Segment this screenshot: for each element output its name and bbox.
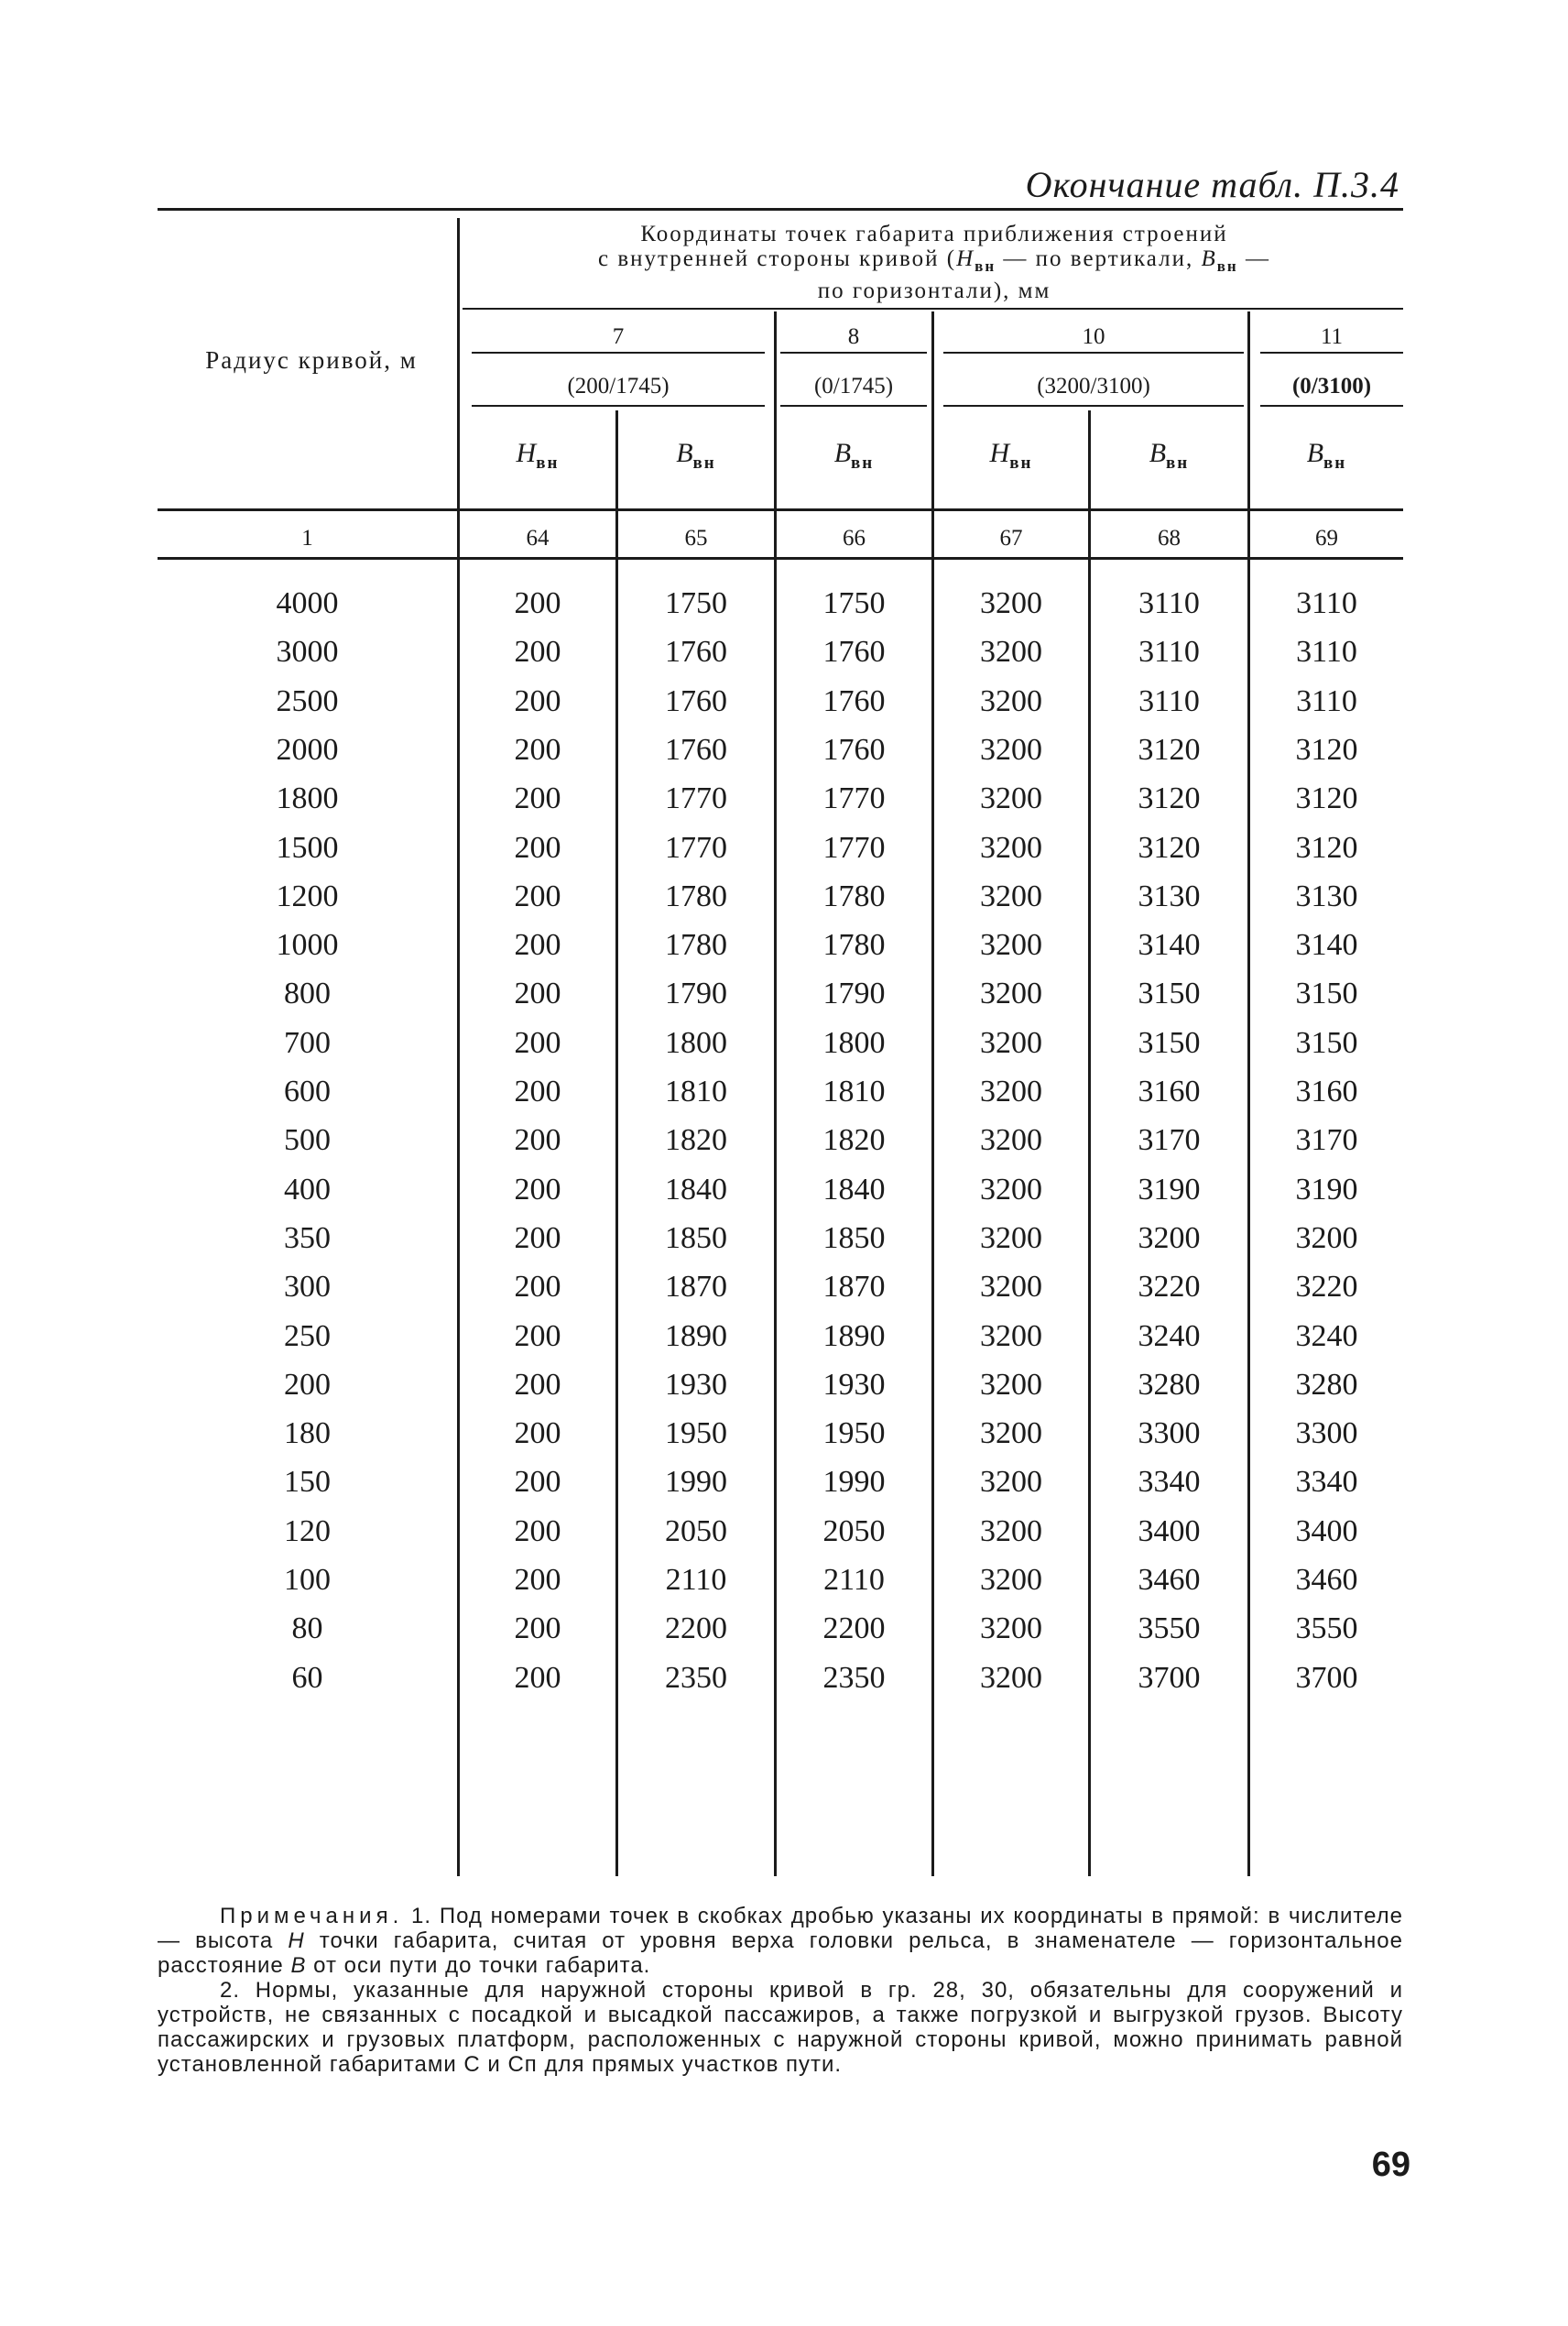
table-row bbox=[0, 1173, 1568, 1221]
table-row bbox=[0, 1611, 1568, 1660]
cell-col-67: 3200 bbox=[980, 1416, 1042, 1451]
radius-header: Радиус кривой, м bbox=[205, 346, 418, 374]
cell-col-64: 200 bbox=[514, 1367, 561, 1402]
cell-col-66: 1840 bbox=[822, 1172, 886, 1207]
group-rule-8-top bbox=[780, 352, 927, 354]
table-row bbox=[0, 1270, 1568, 1318]
cell-col-66: 2200 bbox=[822, 1611, 886, 1646]
page-number: 69 bbox=[1371, 2146, 1410, 2184]
group-rule-7-top bbox=[472, 352, 765, 354]
cell-col-65: 1780 bbox=[665, 928, 727, 963]
group-rule-8-bottom bbox=[780, 405, 927, 407]
cell-col-69: 3150 bbox=[1295, 1025, 1358, 1060]
group-coords-11: (0/3100) bbox=[1291, 374, 1372, 399]
cell-col-66: 1810 bbox=[822, 1075, 886, 1108]
coords-header-line3: по горизонтали), мм bbox=[817, 278, 1051, 303]
cell-col-66: 1890 bbox=[822, 1318, 886, 1353]
symbol-col-67: $H_{вн}$ bbox=[989, 438, 1033, 473]
group-point-11: 11 bbox=[1320, 324, 1344, 349]
symbol-col-69: $B_{вн}$ bbox=[1306, 438, 1347, 473]
cell-col-67: 3200 bbox=[980, 830, 1042, 865]
cell-col-68: 3220 bbox=[1138, 1270, 1201, 1305]
cell-col-69: 3110 bbox=[1296, 683, 1357, 718]
cell-col-64: 200 bbox=[514, 928, 561, 963]
cell-col-66: 1820 bbox=[822, 1123, 886, 1158]
cell-col-69: 3110 bbox=[1296, 635, 1357, 670]
cell-radius: 3000 bbox=[276, 635, 339, 670]
cell-col-65: 1750 bbox=[665, 586, 727, 620]
header-bottom-rule bbox=[158, 508, 1403, 511]
cell-radius: 800 bbox=[284, 977, 331, 1011]
cell-col-66: 1800 bbox=[822, 1025, 886, 1060]
cell-col-66: 1760 bbox=[822, 635, 886, 670]
cell-radius: 250 bbox=[284, 1318, 331, 1353]
table-row bbox=[0, 1563, 1568, 1611]
cell-col-65: 2350 bbox=[665, 1660, 727, 1695]
cell-col-67: 3200 bbox=[980, 1025, 1042, 1060]
notes-title: Примечания. bbox=[220, 1904, 404, 1928]
group-coords-7: (200/1745) bbox=[567, 374, 670, 399]
table-row bbox=[0, 928, 1568, 977]
cell-col-65: 1890 bbox=[665, 1318, 727, 1353]
cell-col-66: 1990 bbox=[822, 1465, 886, 1500]
cell-col-67: 3200 bbox=[980, 732, 1042, 767]
cell-radius: 1000 bbox=[276, 928, 339, 963]
cell-col-69: 3240 bbox=[1295, 1318, 1358, 1353]
group-point-7: 7 bbox=[612, 324, 625, 349]
cell-col-68: 3120 bbox=[1138, 732, 1201, 767]
table-row bbox=[0, 1416, 1568, 1465]
cell-radius: 60 bbox=[291, 1660, 323, 1695]
symbol-col-64: $H_{вн}$ bbox=[516, 438, 560, 473]
cell-col-66: 2050 bbox=[822, 1513, 886, 1548]
cell-radius: 700 bbox=[284, 1025, 331, 1060]
cell-col-69: 3460 bbox=[1295, 1563, 1358, 1597]
cell-col-67: 3200 bbox=[980, 1513, 1042, 1548]
cell-col-65: 1990 bbox=[665, 1465, 727, 1500]
group-coords-10: (3200/3100) bbox=[1037, 374, 1150, 399]
coords-header-line2: с внутренней стороны кривой ($H_{вн}$ — по вертикали, $B_{вн}$ — bbox=[598, 246, 1270, 275]
cell-col-69: 3340 bbox=[1295, 1465, 1358, 1500]
cell-radius: 120 bbox=[284, 1513, 331, 1548]
table-row bbox=[0, 781, 1568, 830]
column-number-66: 66 bbox=[843, 526, 866, 551]
coords-header-line1: Координаты точек габарита приближения строений bbox=[640, 222, 1228, 246]
cell-col-68: 3280 bbox=[1138, 1367, 1201, 1402]
cell-radius: 100 bbox=[284, 1563, 331, 1597]
symbol-col-68: $B_{вн}$ bbox=[1149, 438, 1190, 473]
cell-radius: 1500 bbox=[276, 830, 339, 865]
cell-radius: 1200 bbox=[276, 879, 339, 913]
column-numbers-rule bbox=[158, 557, 1403, 560]
cell-col-65: 1770 bbox=[665, 830, 727, 865]
cell-col-66: 1870 bbox=[822, 1270, 886, 1305]
cell-col-65: 1930 bbox=[665, 1367, 727, 1402]
group-rule-11-top bbox=[1260, 352, 1403, 354]
cell-col-67: 3200 bbox=[980, 1660, 1042, 1695]
column-number-1: 1 bbox=[301, 526, 313, 551]
cell-col-64: 200 bbox=[514, 683, 561, 718]
cell-col-69: 3120 bbox=[1295, 781, 1358, 816]
cell-col-69: 3110 bbox=[1296, 586, 1357, 620]
cell-col-66: 1750 bbox=[822, 586, 886, 620]
cell-col-66: 2350 bbox=[822, 1660, 886, 1695]
cell-radius: 150 bbox=[284, 1465, 331, 1500]
cell-col-65: 2050 bbox=[665, 1513, 727, 1548]
cell-col-64: 200 bbox=[514, 1075, 561, 1108]
table-row bbox=[0, 1514, 1568, 1563]
cell-col-64: 200 bbox=[514, 1465, 561, 1500]
cell-col-68: 3170 bbox=[1138, 1123, 1201, 1158]
cell-col-67: 3200 bbox=[980, 781, 1042, 816]
group-rule-10-bottom bbox=[943, 405, 1244, 407]
cell-col-68: 3150 bbox=[1138, 1025, 1201, 1060]
cell-col-69: 3160 bbox=[1295, 1075, 1358, 1108]
cell-col-68: 3110 bbox=[1138, 586, 1200, 620]
cell-radius: 2000 bbox=[276, 732, 339, 767]
cell-col-67: 3200 bbox=[980, 879, 1042, 913]
cell-col-67: 3200 bbox=[980, 1220, 1042, 1255]
cell-col-65: 1760 bbox=[665, 683, 727, 718]
cell-col-69: 3120 bbox=[1295, 830, 1358, 865]
cell-col-69: 3170 bbox=[1295, 1123, 1358, 1158]
cell-col-67: 3200 bbox=[980, 928, 1042, 963]
column-number-64: 64 bbox=[526, 526, 550, 551]
cell-col-68: 3550 bbox=[1138, 1611, 1201, 1646]
cell-col-69: 3150 bbox=[1295, 977, 1358, 1011]
cell-col-66: 1770 bbox=[822, 781, 886, 816]
cell-col-67: 3200 bbox=[980, 1563, 1042, 1597]
cell-col-64: 200 bbox=[514, 732, 561, 767]
cell-col-66: 1780 bbox=[822, 879, 886, 913]
cell-col-66: 1950 bbox=[822, 1416, 886, 1451]
cell-col-66: 1760 bbox=[822, 732, 886, 767]
group-point-10: 10 bbox=[1082, 324, 1105, 349]
coords-header-rule bbox=[463, 308, 1403, 310]
cell-col-68: 3160 bbox=[1138, 1075, 1201, 1108]
cell-col-64: 200 bbox=[514, 1416, 561, 1451]
cell-col-64: 200 bbox=[514, 781, 561, 816]
cell-col-64: 200 bbox=[514, 1318, 561, 1353]
cell-radius: 180 bbox=[284, 1416, 331, 1451]
table-row bbox=[0, 1465, 1568, 1513]
cell-col-66: 1780 bbox=[822, 928, 886, 963]
cell-col-65: 1850 bbox=[665, 1220, 727, 1255]
cell-radius: 350 bbox=[284, 1220, 331, 1255]
cell-col-69: 3400 bbox=[1295, 1513, 1358, 1548]
column-number-68: 68 bbox=[1158, 526, 1181, 551]
cell-col-67: 3200 bbox=[980, 1465, 1042, 1500]
coords-header bbox=[476, 222, 1392, 303]
cell-col-68: 3700 bbox=[1138, 1660, 1201, 1695]
cell-col-66: 1770 bbox=[822, 830, 886, 865]
cell-col-64: 200 bbox=[514, 635, 561, 670]
cell-col-68: 3400 bbox=[1138, 1513, 1201, 1548]
cell-col-67: 3200 bbox=[980, 1075, 1042, 1108]
cell-col-69: 3300 bbox=[1295, 1416, 1358, 1451]
cell-col-64: 200 bbox=[514, 879, 561, 913]
cell-col-65: 2110 bbox=[665, 1563, 727, 1597]
note-1: Примечания. 1. Под номерами точек в скобках дробью указаны их координаты в прямой: в числителе — высота H точки габарита, считая от уровня верха головки рельса, в знаменателе — горизонтальное расстояние B от оси пути до точки габарита. bbox=[158, 1904, 1403, 1978]
cell-col-64: 200 bbox=[514, 1123, 561, 1158]
cell-col-66: 1760 bbox=[822, 683, 886, 718]
cell-col-65: 1770 bbox=[665, 781, 727, 816]
cell-col-64: 200 bbox=[514, 1172, 561, 1207]
table-row bbox=[0, 1026, 1568, 1075]
table-row bbox=[0, 1123, 1568, 1172]
cell-col-69: 3130 bbox=[1295, 879, 1358, 913]
cell-col-65: 2200 bbox=[665, 1611, 727, 1646]
cell-col-67: 3200 bbox=[980, 1270, 1042, 1305]
table-row bbox=[0, 1319, 1568, 1368]
cell-col-69: 3190 bbox=[1295, 1172, 1358, 1207]
cell-col-65: 1870 bbox=[665, 1270, 727, 1305]
cell-col-69: 3280 bbox=[1295, 1367, 1358, 1402]
cell-col-64: 200 bbox=[514, 1025, 561, 1060]
table-top-rule bbox=[158, 208, 1403, 211]
cell-col-64: 200 bbox=[514, 586, 561, 620]
table-row bbox=[0, 1221, 1568, 1270]
cell-col-64: 200 bbox=[514, 1563, 561, 1597]
cell-col-68: 3300 bbox=[1138, 1416, 1201, 1451]
cell-col-68: 3340 bbox=[1138, 1465, 1201, 1500]
cell-radius: 4000 bbox=[276, 586, 339, 620]
group-point-8: 8 bbox=[847, 324, 860, 349]
group-rule-7-bottom bbox=[472, 405, 765, 407]
table-row bbox=[0, 635, 1568, 683]
symbol-col-66: $B_{вн}$ bbox=[833, 438, 875, 473]
cell-col-65: 1950 bbox=[665, 1416, 727, 1451]
cell-col-67: 3200 bbox=[980, 1367, 1042, 1402]
table-caption: Окончание табл. П.3.4 bbox=[1025, 164, 1399, 205]
cell-col-64: 200 bbox=[514, 1660, 561, 1695]
cell-radius: 600 bbox=[284, 1075, 331, 1108]
cell-col-68: 3110 bbox=[1138, 683, 1200, 718]
cell-col-69: 3200 bbox=[1295, 1220, 1358, 1255]
cell-col-68: 3120 bbox=[1138, 781, 1201, 816]
cell-col-67: 3200 bbox=[980, 635, 1042, 670]
cell-col-64: 200 bbox=[514, 1270, 561, 1305]
cell-radius: 1800 bbox=[276, 781, 339, 816]
symbol-col-65: $B_{вн}$ bbox=[676, 438, 716, 473]
cell-col-69: 3550 bbox=[1295, 1611, 1358, 1646]
cell-col-68: 3140 bbox=[1138, 928, 1201, 963]
cell-radius: 200 bbox=[284, 1367, 331, 1402]
cell-col-69: 3120 bbox=[1295, 732, 1358, 767]
cell-radius: 80 bbox=[291, 1611, 323, 1646]
notes bbox=[158, 1904, 1403, 2077]
cell-col-65: 1820 bbox=[665, 1123, 727, 1158]
table-row bbox=[0, 1661, 1568, 1709]
cell-col-66: 1790 bbox=[822, 977, 886, 1011]
cell-col-67: 3200 bbox=[980, 1318, 1042, 1353]
table-row bbox=[0, 879, 1568, 928]
note-2: 2. Нормы, указанные для наружной стороны кривой в гр. 28, 30, обязательны для сооружений и устройств, не связанных с посадкой и высадкой пассажиров, а также погрузкой и выгрузкой грузов. Высоту пассажирских и грузовых платформ, расположенных с наружной стороны кривой, можно принимать равной установленной габаритами С и Сп для прямых участков пути. bbox=[158, 1978, 1403, 2077]
table-row bbox=[0, 733, 1568, 781]
cell-col-67: 3200 bbox=[980, 683, 1042, 718]
cell-col-68: 3190 bbox=[1138, 1172, 1201, 1207]
cell-col-64: 200 bbox=[514, 1220, 561, 1255]
cell-col-68: 3130 bbox=[1138, 879, 1201, 913]
cell-col-67: 3200 bbox=[980, 1172, 1042, 1207]
cell-radius: 2500 bbox=[276, 683, 339, 718]
cell-col-64: 200 bbox=[514, 830, 561, 865]
column-number-67: 67 bbox=[999, 526, 1023, 551]
cell-col-68: 3200 bbox=[1138, 1220, 1201, 1255]
cell-col-68: 3110 bbox=[1138, 635, 1200, 670]
table-row bbox=[0, 831, 1568, 879]
cell-col-68: 3150 bbox=[1138, 977, 1201, 1011]
cell-col-65: 1760 bbox=[665, 732, 727, 767]
table-row bbox=[0, 684, 1568, 733]
cell-col-65: 1780 bbox=[665, 879, 727, 913]
cell-col-68: 3240 bbox=[1138, 1318, 1201, 1353]
cell-col-66: 2110 bbox=[823, 1563, 885, 1597]
cell-col-65: 1840 bbox=[665, 1172, 727, 1207]
cell-radius: 500 bbox=[284, 1123, 331, 1158]
table-row bbox=[0, 1075, 1568, 1123]
cell-col-66: 1930 bbox=[822, 1367, 886, 1402]
group-rule-11-bottom bbox=[1260, 405, 1403, 407]
cell-col-64: 200 bbox=[514, 1513, 561, 1548]
group-coords-8: (0/1745) bbox=[813, 374, 894, 399]
cell-col-69: 3140 bbox=[1295, 928, 1358, 963]
column-number-69: 69 bbox=[1315, 526, 1338, 551]
cell-col-67: 3200 bbox=[980, 586, 1042, 620]
cell-col-68: 3460 bbox=[1138, 1563, 1201, 1597]
table-row bbox=[0, 586, 1568, 635]
cell-col-64: 200 bbox=[514, 1611, 561, 1646]
cell-col-65: 1760 bbox=[665, 635, 727, 670]
cell-col-69: 3700 bbox=[1295, 1660, 1358, 1695]
cell-col-65: 1800 bbox=[665, 1025, 727, 1060]
cell-col-66: 1850 bbox=[822, 1220, 886, 1255]
cell-col-65: 1810 bbox=[665, 1075, 727, 1108]
cell-col-67: 3200 bbox=[980, 1123, 1042, 1158]
cell-col-67: 3200 bbox=[980, 1611, 1042, 1646]
table-row bbox=[0, 977, 1568, 1025]
group-rule-10-top bbox=[943, 352, 1244, 354]
cell-col-68: 3120 bbox=[1138, 830, 1201, 865]
cell-col-64: 200 bbox=[514, 977, 561, 1011]
table-row bbox=[0, 1368, 1568, 1416]
cell-radius: 300 bbox=[284, 1270, 331, 1305]
cell-radius: 400 bbox=[284, 1172, 331, 1207]
cell-col-69: 3220 bbox=[1295, 1270, 1358, 1305]
column-number-65: 65 bbox=[684, 526, 708, 551]
cell-col-65: 1790 bbox=[665, 977, 727, 1011]
cell-col-67: 3200 bbox=[980, 977, 1042, 1011]
